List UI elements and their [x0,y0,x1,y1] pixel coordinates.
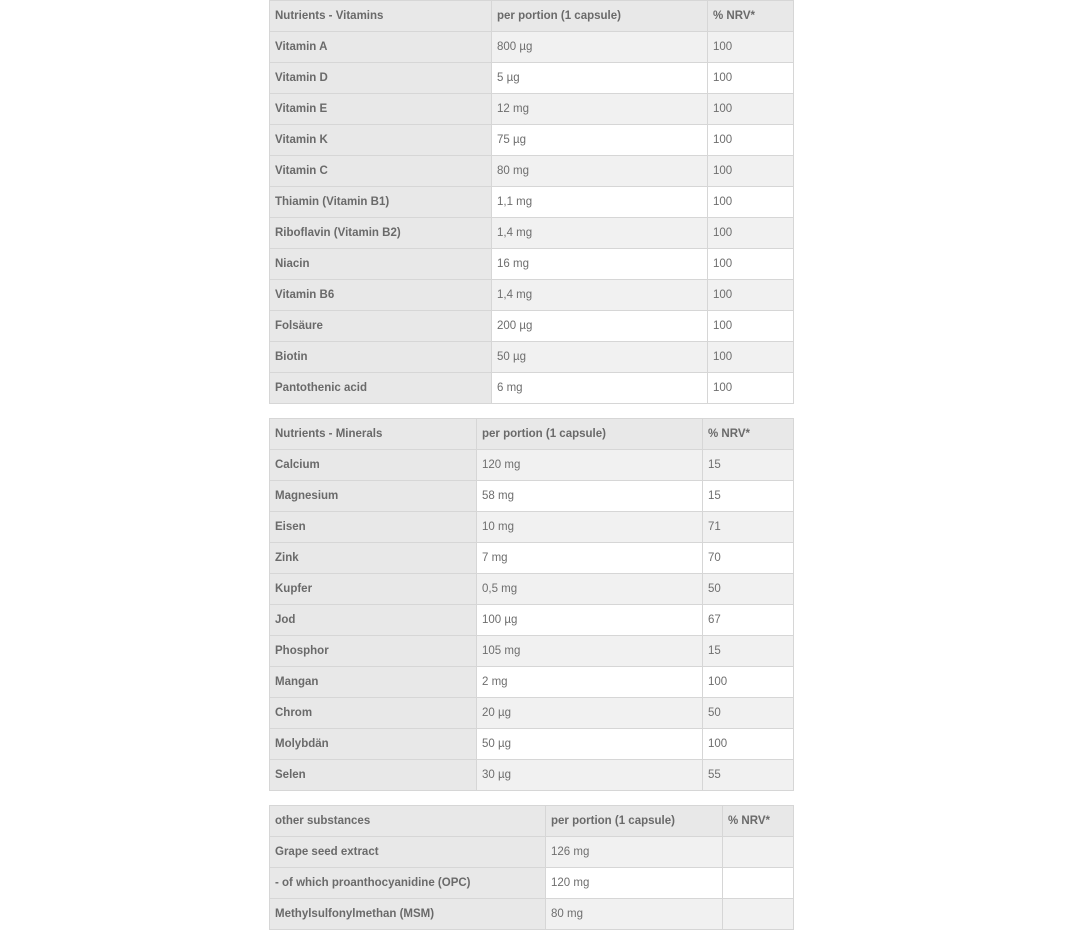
table-row [270,450,794,481]
nrv-cell: 100 [708,249,794,280]
nutrient-name-cell: Folsäure [270,311,492,342]
nutrient-name-cell: Biotin [270,342,492,373]
table-row [270,543,794,574]
nutrient-name-cell: Riboflavin (Vitamin B2) [270,218,492,249]
column-header-nutrient: Nutrients - Vitamins [270,1,492,32]
nrv-cell: 100 [708,63,794,94]
nutrient-name-cell: Jod [270,605,477,636]
nutrient-name-cell: Mangan [270,667,477,698]
table-row [270,94,794,125]
per-portion-cell: 1,4 mg [492,280,708,311]
nrv-cell: 15 [703,450,794,481]
nrv-cell: 100 [708,342,794,373]
nutrient-name-cell: - of which proanthocyanidine (OPC) [270,868,546,899]
per-portion-cell: 30 µg [477,760,703,791]
nutrient-name-cell: Niacin [270,249,492,280]
per-portion-cell: 2 mg [477,667,703,698]
per-portion-cell: 50 µg [477,729,703,760]
per-portion-cell: 120 mg [546,868,723,899]
nrv-cell: 100 [708,187,794,218]
per-portion-cell: 200 µg [492,311,708,342]
nrv-cell: 67 [703,605,794,636]
table-row [270,698,794,729]
nrv-cell [723,868,794,899]
table-row [270,156,794,187]
nrv-cell: 71 [703,512,794,543]
table-row [270,899,794,930]
nutrient-name-cell: Vitamin B6 [270,280,492,311]
nutrient-name-cell: Selen [270,760,477,791]
nutrient-name-cell: Calcium [270,450,477,481]
nrv-cell: 50 [703,574,794,605]
table-row [270,837,794,868]
table-row [270,667,794,698]
column-header-nrv: % NRV* [703,419,794,450]
table-body [270,32,794,404]
column-header-per-portion: per portion (1 capsule) [546,806,723,837]
column-header-nrv: % NRV* [723,806,794,837]
table-row [270,32,794,63]
nutrient-name-cell: Methylsulfonylmethan (MSM) [270,899,546,930]
table-body [270,837,794,930]
nrv-cell: 100 [708,311,794,342]
minerals-table [269,418,794,791]
table-header-row [270,806,794,837]
table-row [270,280,794,311]
nrv-cell [723,837,794,868]
nrv-cell: 100 [708,218,794,249]
nrv-cell: 70 [703,543,794,574]
per-portion-cell: 1,1 mg [492,187,708,218]
per-portion-cell: 1,4 mg [492,218,708,249]
per-portion-cell: 12 mg [492,94,708,125]
other-substances-table [269,805,794,930]
nutrient-name-cell: Vitamin K [270,125,492,156]
table-row [270,729,794,760]
nutrition-tables [269,0,793,930]
per-portion-cell: 10 mg [477,512,703,543]
nrv-cell: 100 [708,125,794,156]
nutrient-name-cell: Zink [270,543,477,574]
nrv-cell: 50 [703,698,794,729]
nrv-cell: 100 [708,156,794,187]
table-row [270,311,794,342]
table-row [270,342,794,373]
table-row [270,373,794,404]
per-portion-cell: 126 mg [546,837,723,868]
table-row [270,868,794,899]
per-portion-cell: 6 mg [492,373,708,404]
nrv-cell: 55 [703,760,794,791]
nrv-cell: 100 [708,32,794,63]
nutrient-name-cell: Molybdän [270,729,477,760]
per-portion-cell: 16 mg [492,249,708,280]
nrv-cell: 100 [703,729,794,760]
nutrient-name-cell: Chrom [270,698,477,729]
per-portion-cell: 0,5 mg [477,574,703,605]
nutrient-name-cell: Vitamin E [270,94,492,125]
table-row [270,636,794,667]
per-portion-cell: 75 µg [492,125,708,156]
nutrient-name-cell: Phosphor [270,636,477,667]
column-header-substance: other substances [270,806,546,837]
table-row [270,512,794,543]
column-header-per-portion: per portion (1 capsule) [477,419,703,450]
nrv-cell [723,899,794,930]
column-header-nutrient: Nutrients - Minerals [270,419,477,450]
nutrient-name-cell: Grape seed extract [270,837,546,868]
nrv-cell: 15 [703,636,794,667]
per-portion-cell: 800 µg [492,32,708,63]
table-row [270,574,794,605]
per-portion-cell: 20 µg [477,698,703,729]
table-row [270,760,794,791]
nrv-cell: 100 [708,94,794,125]
table-row [270,63,794,94]
nutrient-name-cell: Vitamin C [270,156,492,187]
table-body [270,450,794,791]
table-header-row [270,419,794,450]
per-portion-cell: 50 µg [492,342,708,373]
table-row [270,481,794,512]
column-header-per-portion: per portion (1 capsule) [492,1,708,32]
nutrient-name-cell: Kupfer [270,574,477,605]
per-portion-cell: 120 mg [477,450,703,481]
table-row [270,125,794,156]
nrv-cell: 100 [708,373,794,404]
table-header-row [270,1,794,32]
nutrient-name-cell: Pantothenic acid [270,373,492,404]
nutrient-name-cell: Vitamin A [270,32,492,63]
column-header-nrv: % NRV* [708,1,794,32]
table-row [270,187,794,218]
per-portion-cell: 58 mg [477,481,703,512]
table-row [270,218,794,249]
per-portion-cell: 100 µg [477,605,703,636]
nutrient-name-cell: Eisen [270,512,477,543]
per-portion-cell: 80 mg [546,899,723,930]
table-row [270,605,794,636]
nrv-cell: 100 [708,280,794,311]
nrv-cell: 100 [703,667,794,698]
per-portion-cell: 7 mg [477,543,703,574]
per-portion-cell: 5 µg [492,63,708,94]
per-portion-cell: 105 mg [477,636,703,667]
per-portion-cell: 80 mg [492,156,708,187]
nutrient-name-cell: Magnesium [270,481,477,512]
nrv-cell: 15 [703,481,794,512]
nutrient-name-cell: Vitamin D [270,63,492,94]
nutrient-name-cell: Thiamin (Vitamin B1) [270,187,492,218]
vitamins-table [269,0,794,404]
table-row [270,249,794,280]
